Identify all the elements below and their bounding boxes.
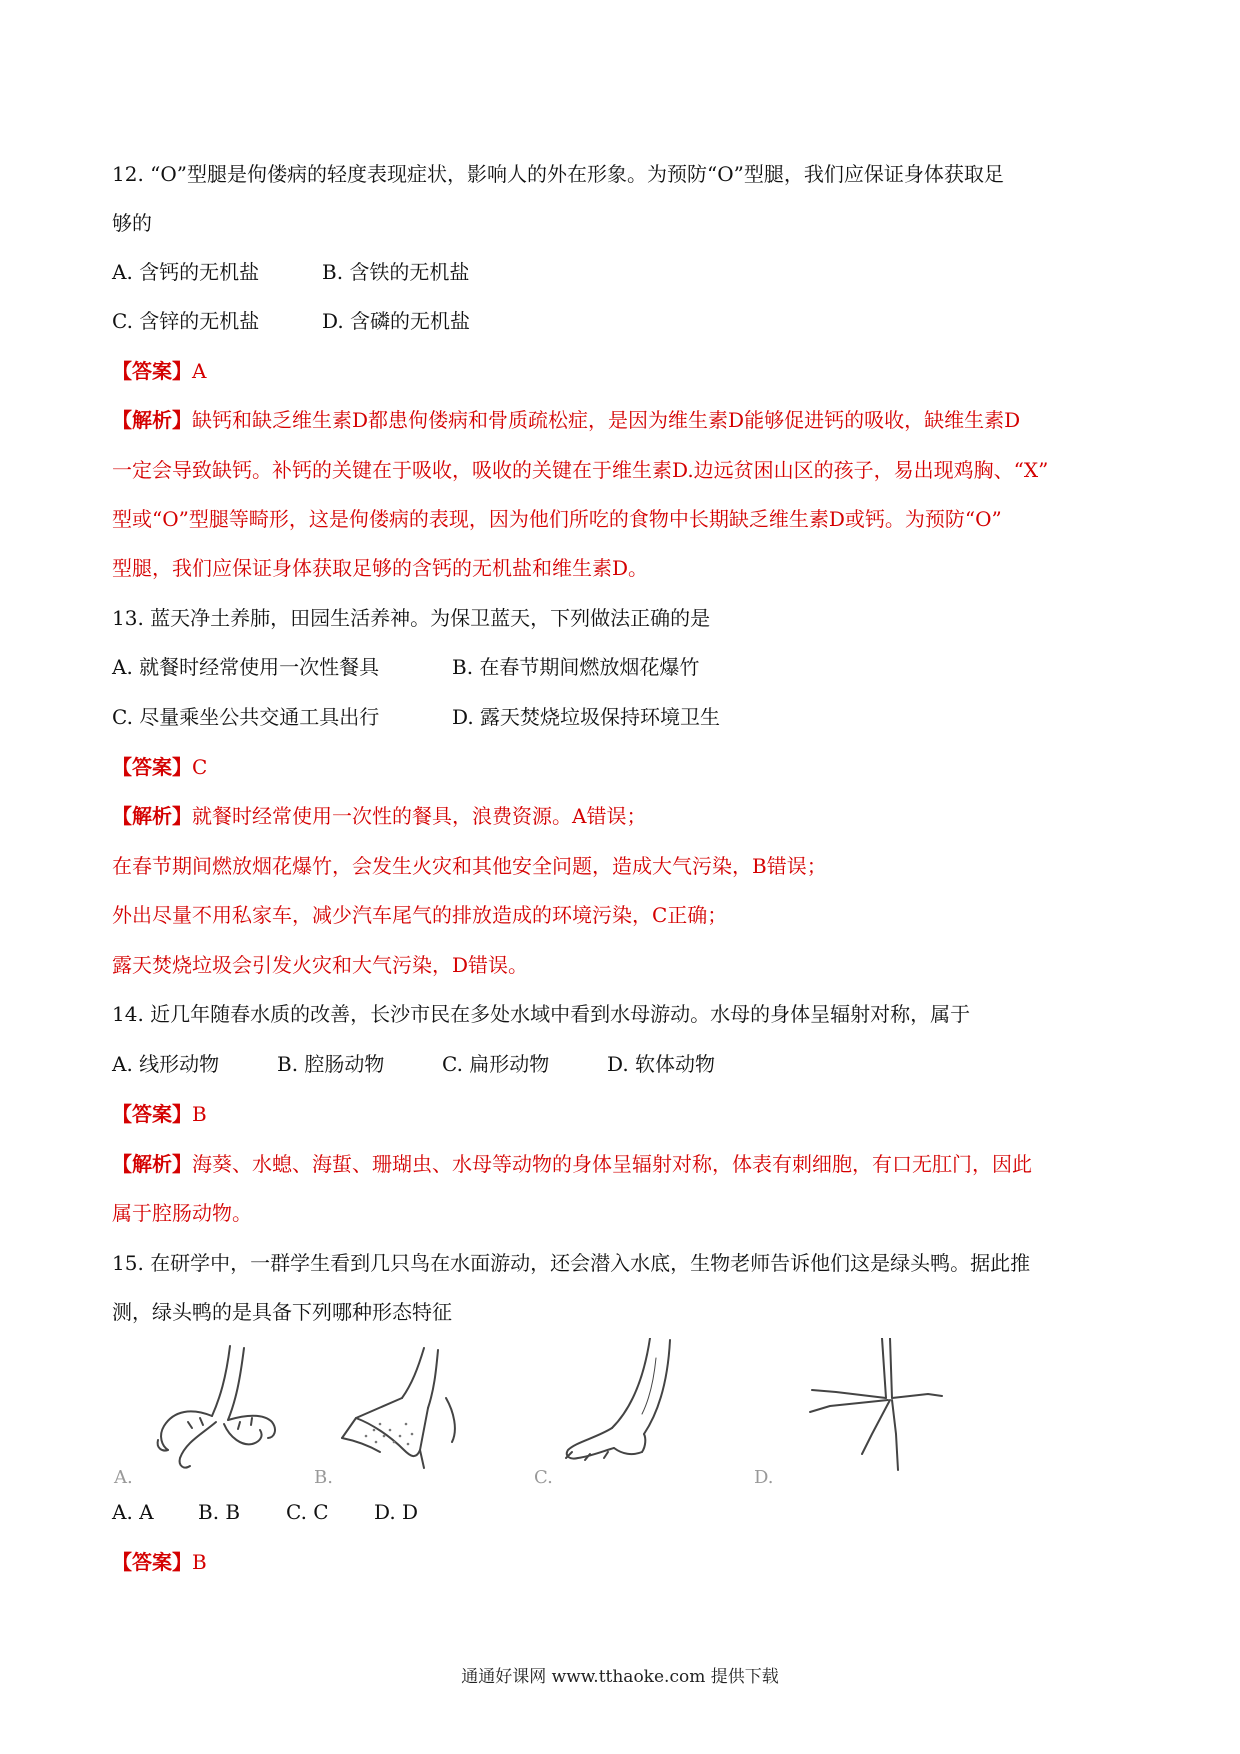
q13-analysis-line3: 外出尽量不用私家车，减少汽车尾气的排放造成的环境污染，C正确；: [112, 903, 728, 927]
figure-label-d: D.: [754, 1467, 774, 1488]
q14-option-d: D. 软体动物: [607, 1052, 716, 1076]
page-footer: 通通好课网 www.tthaoke.com 提供下载: [461, 1667, 779, 1687]
q12-option-a: A. 含钙的无机盐: [112, 260, 260, 284]
analysis-text: 海葵、水螅、海蜇、珊瑚虫、水母等动物的身体呈辐射对称，体表有刺细胞，有口无肛门，因此: [192, 1152, 1032, 1176]
q14-option-a: A. 线形动物: [112, 1052, 220, 1076]
analysis-text: 就餐时经常使用一次性的餐具，浪费资源。A错误；: [192, 804, 647, 828]
q14-analysis-line1: [112, 1150, 1132, 1178]
q12-analysis-line1: [112, 406, 1132, 434]
q13-answer: [112, 753, 1132, 781]
figure-c-walking-foot: [532, 1338, 732, 1488]
q15-option-a: A. A: [112, 1500, 154, 1524]
q15-stem-line1: 15. 在研学中，一群学生看到几只鸟在水面游动，还会潜入水底，生物老师告诉他们这是绿头鸭。据此推: [112, 1251, 1031, 1275]
wading-foot-icon: [752, 1338, 952, 1488]
figure-label-c: C.: [534, 1467, 553, 1488]
q12-answer: [112, 357, 1132, 385]
answer-value: A: [192, 359, 207, 383]
q12-option-b: B. 含铁的无机盐: [322, 260, 470, 284]
q12-options-row1: [112, 258, 1132, 286]
q15-option-d: D. D: [374, 1500, 419, 1524]
q14-analysis-line2: 属于腔肠动物。: [112, 1201, 252, 1225]
q13-options-row1: [112, 653, 1132, 681]
q13-analysis-line2: 在春节期间燃放烟花爆竹，会发生火灾和其他安全问题，造成大气污染，B错误；: [112, 854, 827, 878]
answer-value: B: [192, 1102, 207, 1126]
q15-options: [112, 1498, 1132, 1526]
analysis-text: 缺钙和缺乏维生素D都患佝偻病和骨质疏松症，是因为维生素D能够促进钙的吸收，缺维生素D: [192, 408, 1021, 432]
q14-options: [112, 1050, 1132, 1078]
q13-option-b: B. 在春节期间燃放烟花爆竹: [452, 655, 700, 679]
q13-options-row2: [112, 703, 1132, 731]
q12-stem-line1: 12. “O”型腿是佝偻病的轻度表现症状，影响人的外在形象。为预防“O”型腿，我们应保证身体获取足: [112, 162, 1004, 186]
q13-option-a: A. 就餐时经常使用一次性餐具: [112, 655, 380, 679]
analysis-tag: 【解析】: [112, 408, 192, 432]
q15-stem-line2: 测，绿头鸭的是具备下列哪种形态特征: [112, 1300, 452, 1324]
q12-analysis-line4: 型腿，我们应保证身体获取足够的含钙的无机盐和维生素D。: [112, 556, 649, 580]
q12-stem-line2: 够的: [112, 211, 152, 235]
talon-foot-icon: [112, 1338, 312, 1488]
figure-b-webbed-foot: [312, 1338, 512, 1488]
q13-analysis-line4: 露天焚烧垃圾会引发火灾和大气污染，D错误。: [112, 953, 529, 977]
answer-tag: 【答案】: [112, 755, 192, 779]
answer-value: B: [192, 1550, 207, 1574]
q14-stem: 14. 近几年随春水质的改善，长沙市民在多处水域中看到水母游动。水母的身体呈辐射对称，属于: [112, 1002, 971, 1026]
walking-foot-icon: [532, 1338, 732, 1488]
q12-option-d: D. 含磷的无机盐: [322, 309, 471, 333]
q14-answer: [112, 1100, 1132, 1128]
q14-option-b: B. 腔肠动物: [277, 1052, 385, 1076]
analysis-tag: 【解析】: [112, 1152, 192, 1176]
q12-option-c: C. 含锌的无机盐: [112, 309, 260, 333]
q15-answer: [112, 1548, 1132, 1576]
q12-analysis-line3: 型或“O”型腿等畸形，这是佝偻病的表现，因为他们所吃的食物中长期缺乏维生素D或钙。为预防“O”: [112, 507, 1002, 531]
answer-tag: 【答案】: [112, 1102, 192, 1126]
figure-label-a: A.: [114, 1467, 133, 1488]
answer-tag: 【答案】: [112, 359, 192, 383]
answer-value: C: [192, 755, 208, 779]
figure-a-talons: [112, 1338, 312, 1488]
q15-option-c: C. C: [286, 1500, 329, 1524]
q14-option-c: C. 扁形动物: [442, 1052, 550, 1076]
q13-option-d: D. 露天焚烧垃圾保持环境卫生: [452, 705, 721, 729]
q12-analysis-line2: 一定会导致缺钙。补钙的关键在于吸收，吸收的关键在于维生素D.边远贫困山区的孩子，易出现鸡胸、“X”: [112, 458, 1049, 482]
figure-label-b: B.: [314, 1467, 333, 1488]
q13-option-c: C. 尽量乘坐公共交通工具出行: [112, 705, 380, 729]
analysis-tag: 【解析】: [112, 804, 192, 828]
q15-option-b: B. B: [198, 1500, 241, 1524]
q12-options-row2: [112, 307, 1132, 335]
answer-tag: 【答案】: [112, 1550, 192, 1574]
figure-d-wading-foot: [752, 1338, 952, 1488]
bird-feet-figures: [112, 1338, 952, 1488]
webbed-foot-icon: [312, 1338, 512, 1488]
q13-stem: 13. 蓝天净土养肺，田园生活养神。为保卫蓝天，下列做法正确的是: [112, 606, 711, 630]
q13-analysis-line1: [112, 802, 1132, 830]
